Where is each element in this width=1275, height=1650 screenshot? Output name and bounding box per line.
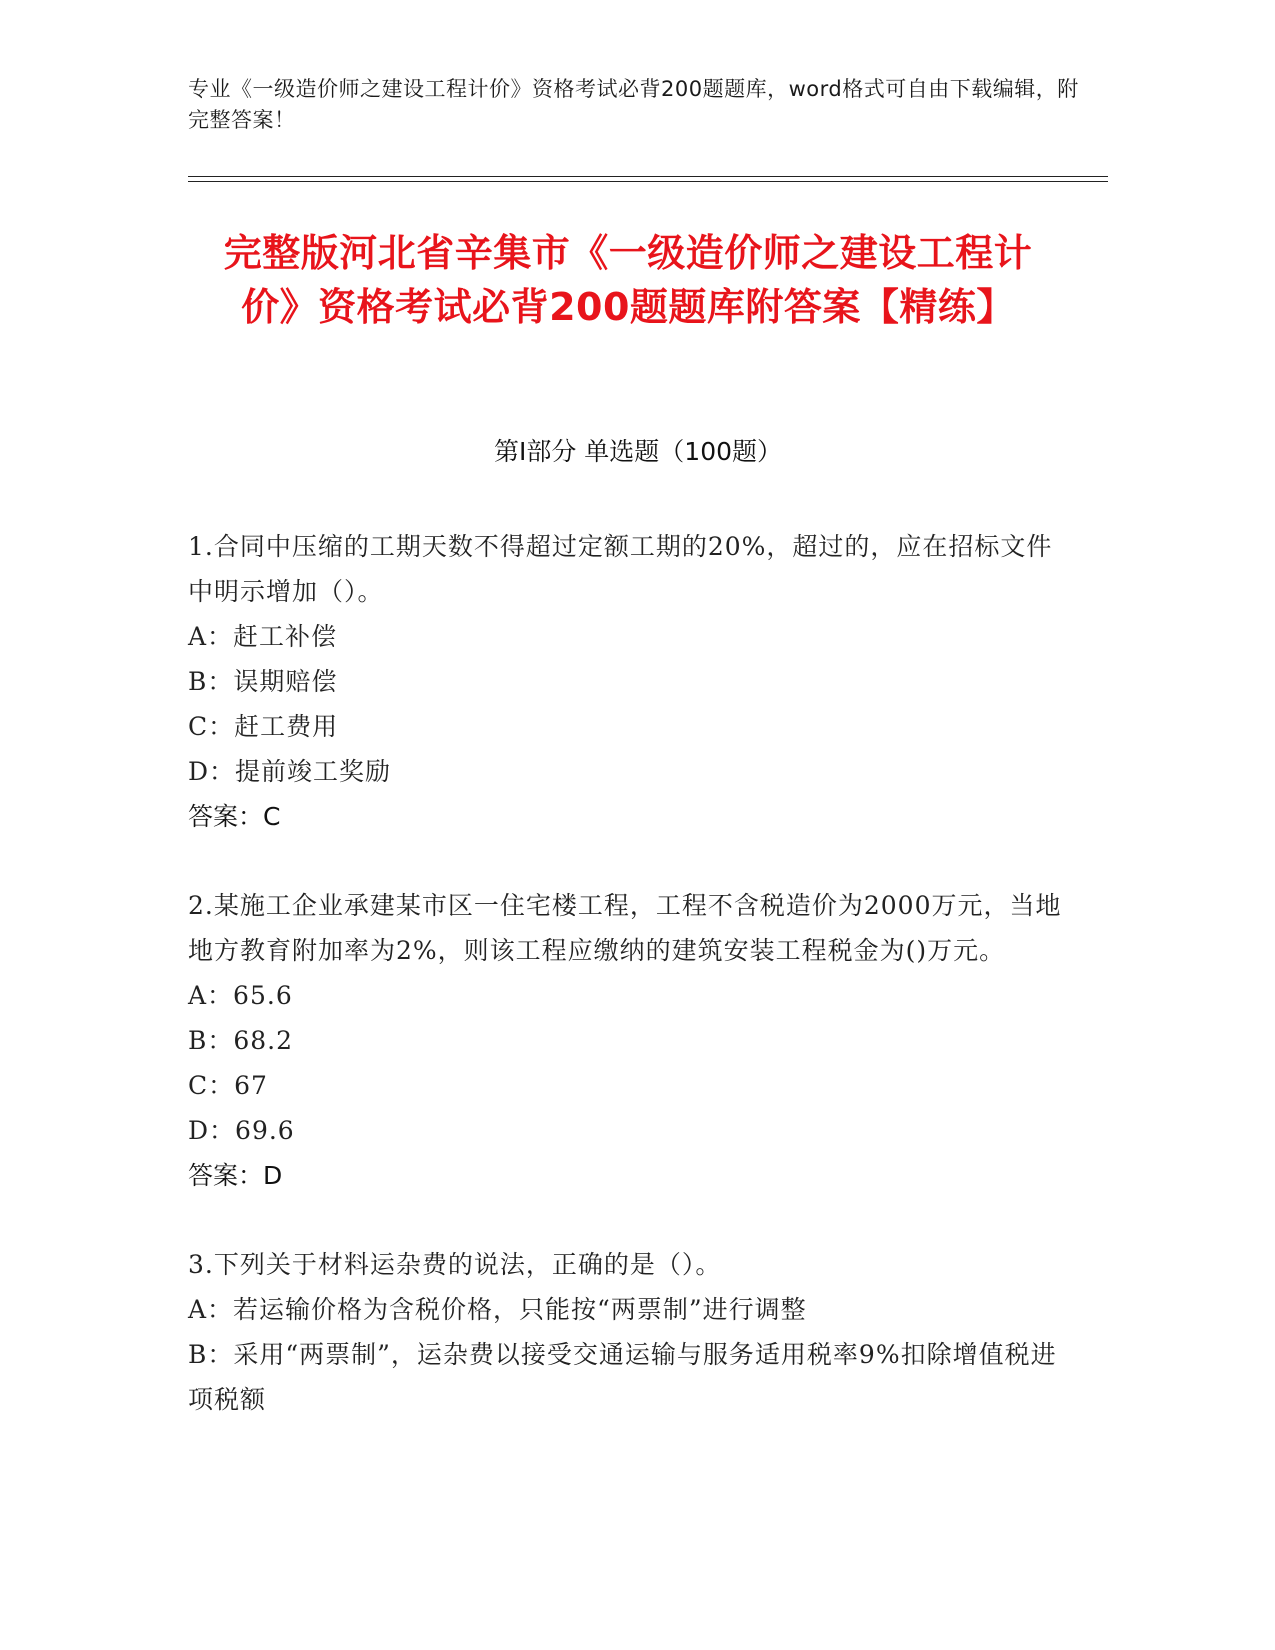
question-item bbox=[188, 883, 1068, 1198]
header-note: 专业《一级造价师之建设工程计价》资格考试必背200题题库，word格式可自由下载编辑，附完整答案！ bbox=[188, 77, 1079, 132]
question-list bbox=[188, 524, 1068, 1466]
question-stem: 3.下列关于材料运杂费的说法，正确的是（）。 bbox=[188, 1250, 722, 1279]
document-title: 完整版河北省辛集市《一级造价师之建设工程计价》资格考试必背200题题库附答案【精练】 bbox=[223, 231, 1033, 329]
question-answer: 答案：D bbox=[188, 1161, 283, 1190]
question-option: A：赶工补偿 bbox=[188, 622, 338, 651]
question-stem: 2.某施工企业承建某市区一住宅楼工程，工程不含税造价为2000万元，当地地方教育附加率为2%，则该工程应缴纳的建筑安装工程税金为()万元。 bbox=[188, 891, 1062, 965]
question-item bbox=[188, 524, 1068, 839]
question-option: B：采用“两票制”，运杂费以接受交通运输与服务适用税率9%扣除增值税进项税额 bbox=[188, 1340, 1057, 1414]
question-option: C：67 bbox=[188, 1071, 268, 1100]
question-option: B：68.2 bbox=[188, 1026, 294, 1055]
header-rule-top bbox=[188, 176, 1108, 177]
question-answer: 答案：C bbox=[188, 802, 281, 831]
question-option: A：若运输价格为含税价格，只能按“两票制”进行调整 bbox=[188, 1295, 807, 1324]
question-option: D：提前竣工奖励 bbox=[188, 757, 392, 786]
question-option: B：误期赔偿 bbox=[188, 667, 338, 696]
question-item bbox=[188, 1242, 1068, 1422]
question-option: A：65.6 bbox=[188, 981, 293, 1010]
question-option: D：69.6 bbox=[188, 1116, 295, 1145]
question-stem: 1.合同中压缩的工期天数不得超过定额工期的20%，超过的，应在招标文件中明示增加（）。 bbox=[188, 532, 1053, 606]
section-heading: 第I部分 单选题（100题） bbox=[493, 437, 783, 466]
header-rule-bottom bbox=[188, 181, 1108, 182]
question-option: C：赶工费用 bbox=[188, 712, 339, 741]
